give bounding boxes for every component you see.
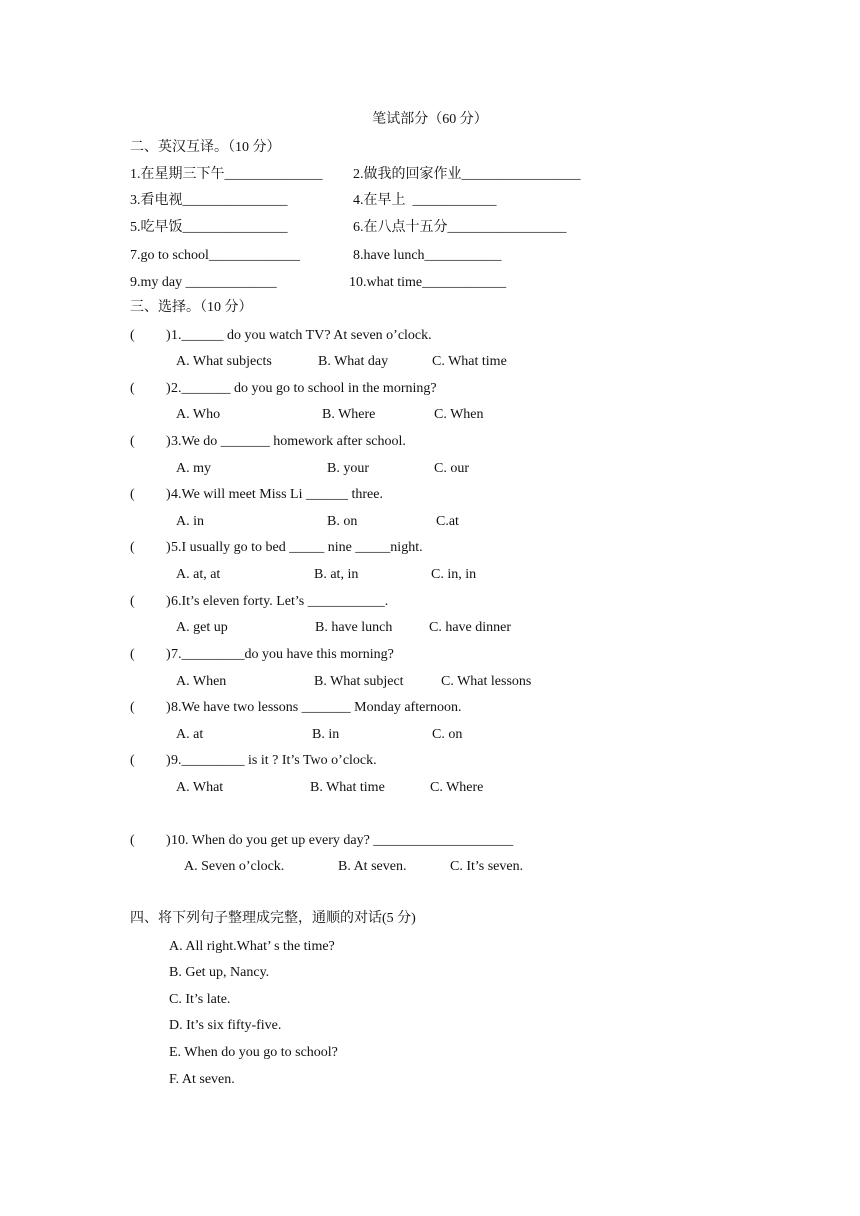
dialogue-line: A. All right.What’ s the time? <box>169 939 335 954</box>
answer-paren-close: ) <box>166 381 171 396</box>
answer-paren-open: ( <box>130 540 135 555</box>
question-text: 1.______ do you watch TV? At seven o’clock. <box>171 328 432 343</box>
dialogue-line: C. It’s late. <box>169 992 231 1007</box>
option-a: A. my <box>176 461 211 476</box>
option-b: B. on <box>327 514 358 529</box>
option-a: A. Seven o’clock. <box>184 859 285 874</box>
translation-item: 9.my day _____________ <box>130 275 277 290</box>
option-a: A. at <box>176 727 204 742</box>
option-a: A. get up <box>176 620 228 635</box>
option-c: C. Where <box>430 780 484 795</box>
option-c: C. What lessons <box>441 674 532 689</box>
section-heading-translation: 二、英汉互译。（10 分） <box>130 140 281 155</box>
option-c: C. have dinner <box>429 620 512 635</box>
option-a: A. What subjects <box>176 354 272 369</box>
option-a: A. What <box>176 780 224 795</box>
answer-paren-open: ( <box>130 753 135 768</box>
option-c: C. It’s seven. <box>450 859 524 874</box>
option-c: C.at <box>436 514 459 529</box>
option-b: B. Where <box>322 407 376 422</box>
answer-paren-open: ( <box>130 700 135 715</box>
question-text: 7._________do you have this morning? <box>171 647 394 662</box>
option-c: C. on <box>432 727 463 742</box>
option-c: C. What time <box>432 354 507 369</box>
option-a: A. When <box>176 674 227 689</box>
option-a: A. at, at <box>176 567 221 582</box>
translation-item: 7.go to school_____________ <box>130 248 300 263</box>
dialogue-line: E. When do you go to school? <box>169 1045 338 1060</box>
option-a: A. Who <box>176 407 221 422</box>
answer-paren-open: ( <box>130 833 135 848</box>
dialogue-line: D. It’s six fifty-five. <box>169 1018 282 1033</box>
answer-paren-close: ) <box>166 700 171 715</box>
question-text: 3.We do _______ homework after school. <box>171 434 406 449</box>
answer-paren-open: ( <box>130 594 135 609</box>
answer-paren-open: ( <box>130 487 135 502</box>
option-c: C. in, in <box>431 567 477 582</box>
option-b: B. At seven. <box>338 859 407 874</box>
answer-paren-close: ) <box>166 328 171 343</box>
dialogue-line: F. At seven. <box>169 1072 235 1087</box>
translation-item: 10.what time____________ <box>349 275 507 290</box>
translation-item: 2.做我的回家作业_________________ <box>353 167 581 182</box>
question-text: 4.We will meet Miss Li ______ three. <box>171 487 383 502</box>
page-title: 笔试部分（60 分） <box>372 112 488 127</box>
answer-paren-close: ) <box>166 833 171 848</box>
answer-paren-close: ) <box>166 594 171 609</box>
answer-paren-open: ( <box>130 328 135 343</box>
option-b: B. What time <box>310 780 385 795</box>
option-b: B. What day <box>318 354 389 369</box>
question-text: 2._______ do you go to school in the morning? <box>171 381 437 396</box>
answer-paren-close: ) <box>166 434 171 449</box>
question-text: 6.It’s eleven forty. Let’s ___________. <box>171 594 389 609</box>
question-text: 10. When do you get up every day? ____________________ <box>171 833 514 848</box>
option-a: A. in <box>176 514 204 529</box>
question-text: 5.I usually go to bed _____ nine _____night. <box>171 540 423 555</box>
answer-paren-close: ) <box>166 540 171 555</box>
option-b: B. at, in <box>314 567 359 582</box>
translation-item: 1.在星期三下午______________ <box>130 167 323 182</box>
translation-item: 6.在八点十五分_________________ <box>353 220 567 235</box>
answer-paren-close: ) <box>166 647 171 662</box>
option-b: B. in <box>312 727 340 742</box>
option-b: B. have lunch <box>315 620 393 635</box>
option-b: B. What subject <box>314 674 404 689</box>
question-text: 9._________ is it ? It’s Two o’clock. <box>171 753 377 768</box>
section-heading-choice: 三、选择。（10 分） <box>130 300 253 315</box>
option-c: C. our <box>434 461 469 476</box>
answer-paren-open: ( <box>130 647 135 662</box>
translation-item: 3.看电视_______________ <box>130 193 288 208</box>
section-heading-dialogue: 四、将下列句子整理成完整，通顺的对话(5 分) <box>130 911 416 926</box>
translation-item: 4.在早上 ____________ <box>353 193 497 208</box>
option-c: C. When <box>434 407 484 422</box>
translation-item: 5.吃早饭_______________ <box>130 220 288 235</box>
translation-item: 8.have lunch___________ <box>353 248 502 263</box>
answer-paren-close: ) <box>166 487 171 502</box>
dialogue-line: B. Get up, Nancy. <box>169 965 270 980</box>
option-b: B. your <box>327 461 369 476</box>
answer-paren-open: ( <box>130 434 135 449</box>
answer-paren-close: ) <box>166 753 171 768</box>
answer-paren-open: ( <box>130 381 135 396</box>
question-text: 8.We have two lessons _______ Monday afternoon. <box>171 700 462 715</box>
